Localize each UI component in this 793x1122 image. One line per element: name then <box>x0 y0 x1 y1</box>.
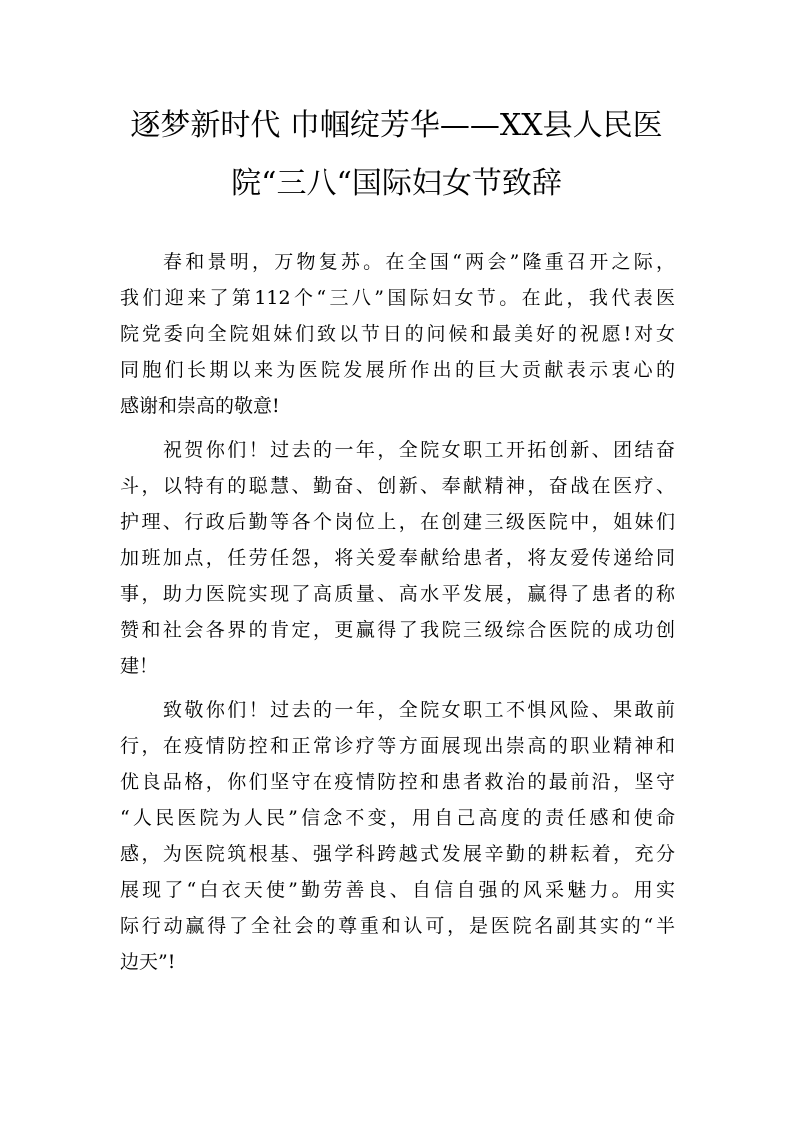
paragraph-2-line-4: 加班加点，任劳任怨，将关爱奉献给患者，将友爱传递给同 <box>120 547 675 569</box>
paragraph-3-line-5: 感，为医院筑根基、强学科跨越式发展辛勤的耕耘着，充分 <box>120 843 675 865</box>
paragraph-2-line-7: 建！ <box>120 655 159 677</box>
paragraph-1-line-5: 感谢和崇高的敬意! <box>120 395 280 417</box>
document-title-line-2: 院“三八“国际妇女节致辞 <box>231 166 562 201</box>
paragraph-3-line-1: 致敬你们！过去的一年，全院女职工不惧风险、果敢前 <box>163 699 675 721</box>
paragraph-2-line-2: 斗，以特有的聪慧、勤奋、创新、奉献精神，奋战在医疗、 <box>120 475 675 497</box>
paragraph-2-line-1: 祝贺你们！过去的一年，全院女职工开拓创新、团结奋 <box>163 439 675 461</box>
paragraph-3-line-6: 展现了“白衣天使”勤劳善良、自信自强的风采魅力。用实 <box>120 879 675 901</box>
paragraph-1-line-2: 我们迎来了第112个“三八”国际妇女节。在此，我代表医 <box>120 287 675 309</box>
document-title-line-1: 逐梦新时代 巾帼绽芳华——XX县人民医 <box>130 108 663 143</box>
paragraph-2-line-5: 事，助力医院实现了高质量、高水平发展，赢得了患者的称 <box>120 583 675 605</box>
paragraph-3-line-4: “人民医院为人民”信念不变，用自己高度的责任感和使命 <box>120 807 675 829</box>
paragraph-1-line-4: 同胞们长期以来为医院发展所作出的巨大贡献表示衷心的 <box>120 359 675 381</box>
paragraph-3-line-3: 优良品格，你们坚守在疫情防控和患者救治的最前沿，坚守 <box>120 771 675 793</box>
paragraph-1-line-3: 院党委向全院姐妹们致以节日的问候和最美好的祝愿!对女 <box>120 323 675 345</box>
paragraph-3-line-2: 行，在疫情防控和正常诊疗等方面展现出崇高的职业精神和 <box>120 735 675 757</box>
paragraph-3-line-7: 际行动赢得了全社会的尊重和认可，是医院名副其实的“半 <box>120 915 675 937</box>
paragraph-1-line-1: 春和景明，万物复苏。在全国“两会”隆重召开之际， <box>163 251 675 273</box>
paragraph-3-line-8: 边天”! <box>120 951 176 973</box>
paragraph-2-line-3: 护理、行政后勤等各个岗位上，在创建三级医院中，姐妹们 <box>120 511 675 533</box>
paragraph-2-line-6: 赞和社会各界的肯定，更赢得了我院三级综合医院的成功创 <box>120 619 675 641</box>
